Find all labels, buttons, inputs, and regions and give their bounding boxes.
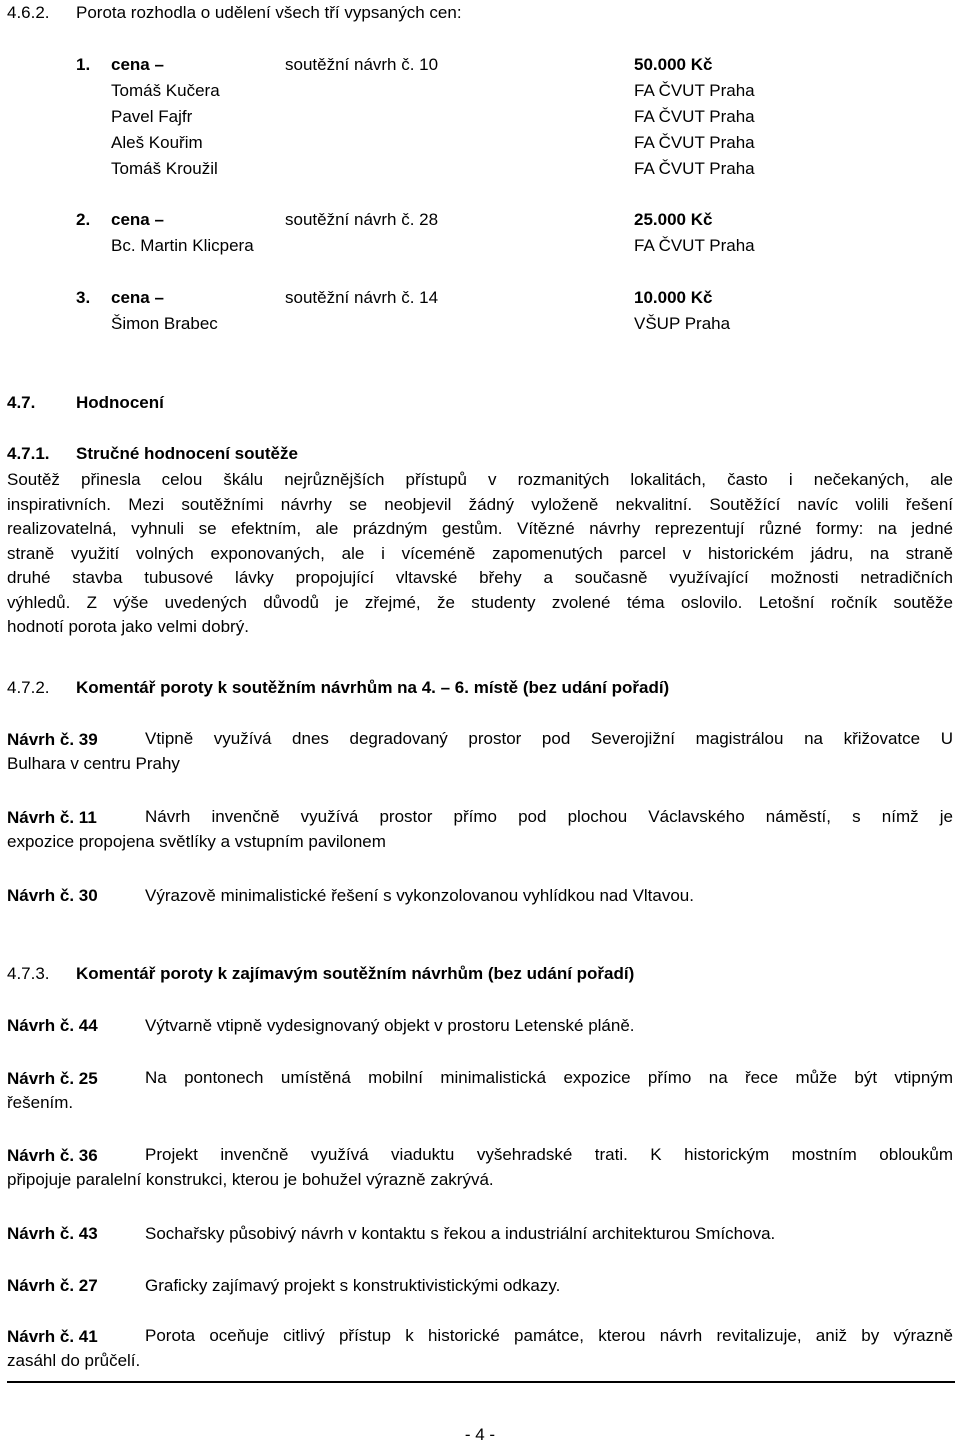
entry-first-line: Výtvarně vtipně vydesignovaný objekt v prostoru Letenské pláně. bbox=[145, 1016, 635, 1035]
entry-first-line: Na pontonech umístěná mobilní minimalistická expozice přímo na řece může být vtipným bbox=[145, 1068, 953, 1087]
entry-label: Návrh č. 30 bbox=[7, 886, 98, 905]
entry-first-line: Návrh invenčně využívá prostor přímo pod plochou Václavského náměstí, s nímž je bbox=[145, 807, 953, 826]
prize-1-member-school: FA ČVUT Praha bbox=[634, 81, 755, 100]
prize-1-rank: 1. bbox=[76, 55, 91, 74]
prize-2-rank: 2. bbox=[76, 210, 91, 229]
prize-1-member-name: Tomáš Kučera bbox=[111, 81, 220, 100]
prize-1-member-school: FA ČVUT Praha bbox=[634, 133, 755, 152]
section-471-paragraph bbox=[7, 468, 953, 640]
entry-rest-line: Bulhara v centru Prahy bbox=[7, 753, 180, 773]
entry-label: Návrh č. 39 bbox=[7, 730, 98, 749]
prize-2-member-name: Bc. Martin Klicpera bbox=[111, 236, 254, 255]
prize-3-member-name: Šimon Brabec bbox=[111, 314, 218, 333]
prize-1-member-name: Pavel Fajfr bbox=[111, 107, 193, 126]
section-473-number: 4.7.3. bbox=[7, 964, 50, 983]
paragraph-line: hodnotí porota jako velmi dobrý. bbox=[7, 617, 249, 636]
entry-text bbox=[7, 1066, 953, 1115]
entry-text bbox=[7, 805, 953, 854]
entry-label: Návrh č. 43 bbox=[7, 1224, 98, 1243]
entry-rest-line: zasáhl do průčelí. bbox=[7, 1350, 141, 1370]
page-number: - 4 - bbox=[464, 1425, 496, 1444]
prize-1-member-school: FA ČVUT Praha bbox=[634, 159, 755, 178]
entry-first-line: Graficky zajímavý projekt s konstruktivistickými odkazy. bbox=[145, 1276, 561, 1295]
entry-text bbox=[7, 1324, 953, 1373]
entry-rest-line: připojuje paralelní konstrukci, kterou je bohužel výrazně zakrývá. bbox=[7, 1169, 494, 1189]
entry-label: Návrh č. 27 bbox=[7, 1276, 98, 1295]
entry-text bbox=[7, 1143, 953, 1192]
section-471-title: Stručné hodnocení soutěže bbox=[76, 444, 298, 463]
prize-1-member-school: FA ČVUT Praha bbox=[634, 107, 755, 126]
paragraph-line: druhé stavba tubusové lávky propojující vltavské břehy a současně využívající možnosti netradičních bbox=[7, 568, 953, 587]
entry-text bbox=[7, 727, 953, 776]
entry-label: Návrh č. 41 bbox=[7, 1327, 98, 1346]
prize-2-member-school: FA ČVUT Praha bbox=[634, 236, 755, 255]
prize-1-label: cena – bbox=[111, 55, 164, 74]
entry-rest-line: řešením. bbox=[7, 1092, 74, 1112]
prize-2-amount: 25.000 Kč bbox=[634, 210, 713, 229]
prize-2-label: cena – bbox=[111, 210, 164, 229]
section-473-title: Komentář poroty k zajímavým soutěžním návrhům (bez udání pořadí) bbox=[76, 964, 635, 983]
prize-1-project: soutěžní návrh č. 10 bbox=[285, 55, 439, 74]
prize-1-member-name: Aleš Kouřim bbox=[111, 133, 203, 152]
entry-rest-line: expozice propojena světlíky a vstupním pavilonem bbox=[7, 831, 386, 851]
prize-3-label: cena – bbox=[111, 288, 164, 307]
section-47-title: Hodnocení bbox=[76, 393, 164, 412]
section-462-number: 4.6.2. bbox=[7, 3, 50, 22]
entry-first-line: Projekt invenčně využívá viaduktu vyšehradské trati. K historickým mostním obloukům bbox=[145, 1145, 953, 1164]
paragraph-line: realizovatelná, vyhnuli se efektním, ale prázdným gestům. Vítězné návrhy reprezentují různé formy: na jedné bbox=[7, 519, 953, 538]
entry-label: Návrh č. 36 bbox=[7, 1146, 98, 1165]
paragraph-line: straně využití volných exponovaných, ale i víceméně zapomenutých parcel v historickém jádru, na straně bbox=[7, 543, 953, 563]
prize-1-amount: 50.000 Kč bbox=[634, 55, 713, 74]
prize-3-rank: 3. bbox=[76, 288, 91, 307]
paragraph-line: výhledů. Z výše uvedených důvodů je zřejmé, že studenty zvolené téma oslovilo. Letošní ročník soutěže bbox=[7, 592, 953, 612]
section-462-text: Porota rozhodla o udělení všech tří vypsaných cen: bbox=[76, 3, 462, 22]
section-471-number: 4.7.1. bbox=[7, 444, 50, 463]
paragraph-line: inspirativních. Mezi soutěžními návrhy se neobjevil žádný vyloženě nekvalitní. Soutěžící navíc volili řešení bbox=[7, 494, 953, 514]
prize-3-amount: 10.000 Kč bbox=[634, 288, 713, 307]
entry-label: Návrh č. 25 bbox=[7, 1069, 98, 1088]
section-472-number: 4.7.2. bbox=[7, 678, 50, 697]
entry-label: Návrh č. 11 bbox=[7, 808, 97, 827]
section-472-title: Komentář poroty k soutěžním návrhům na 4. – 6. místě (bez udání pořadí) bbox=[76, 678, 670, 697]
section-47-number: 4.7. bbox=[7, 393, 36, 412]
paragraph-line: Soutěž přinesla celou škálu nejrůznějších přístupů v rozmanitých lokalitách, často i nečekaných, ale bbox=[7, 470, 953, 489]
entry-first-line: Sochařsky působivý návrh v kontaktu s řekou a industriální architekturou Smíchova. bbox=[145, 1224, 776, 1243]
entry-label: Návrh č. 44 bbox=[7, 1016, 98, 1035]
entry-first-line: Vtipně využívá dnes degradovaný prostor pod Severojižní magistrálou na křižovatce U bbox=[145, 729, 953, 748]
entry-first-line: Výrazově minimalistické řešení s vykonzolovanou vyhlídkou nad Vltavou. bbox=[145, 886, 694, 905]
prize-2-project: soutěžní návrh č. 28 bbox=[285, 210, 439, 229]
prize-3-project: soutěžní návrh č. 14 bbox=[285, 288, 439, 307]
prize-3-member-school: VŠUP Praha bbox=[634, 314, 731, 333]
footer-rule bbox=[7, 1381, 955, 1383]
entry-first-line: Porota oceňuje citlivý přístup k historické památce, kterou návrh revitalizuje, aniž by výrazně bbox=[145, 1326, 953, 1345]
prize-1-member-name: Tomáš Kroužil bbox=[111, 159, 218, 178]
